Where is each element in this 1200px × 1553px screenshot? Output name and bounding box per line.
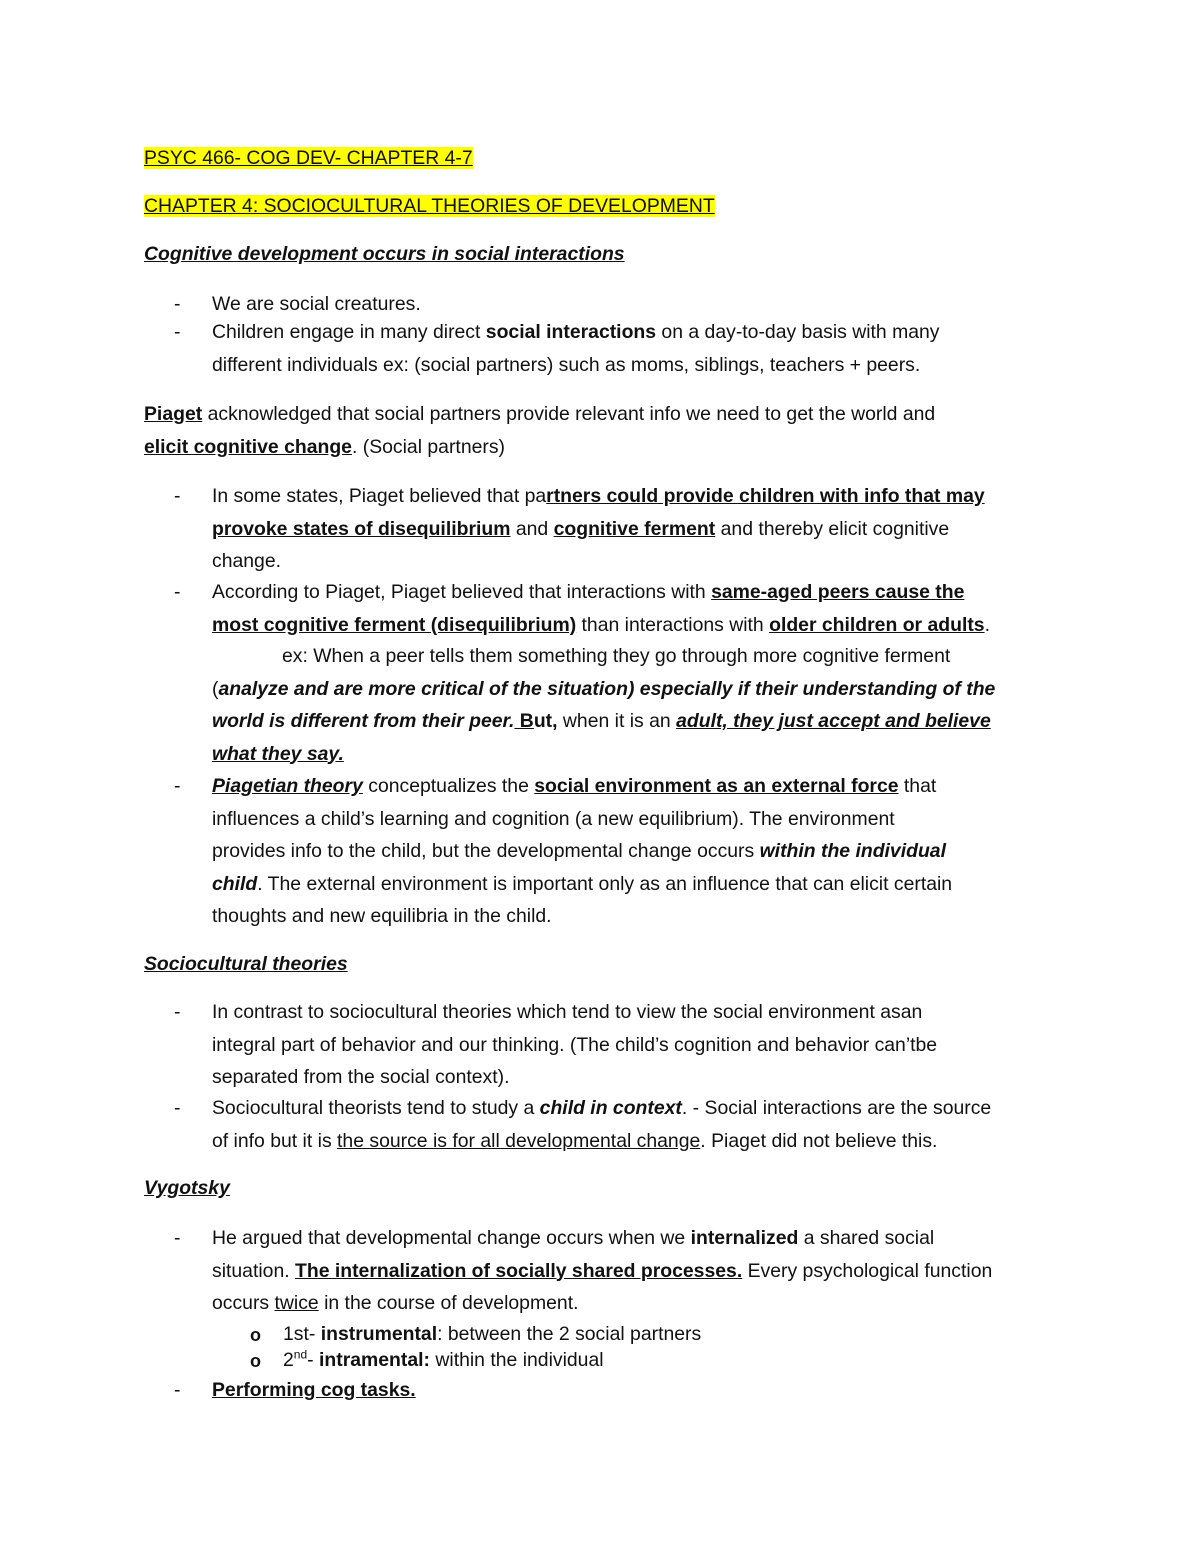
example-text: ex: When a peer tells them something they go through more cognitive ferment (analyze and are more critical of the situation) especially if their understanding of the world is different from their peer. But, when it is an adult, they just accept and believe what they say. — [212, 645, 996, 765]
list-bullet: - — [174, 321, 181, 343]
list-item: According to Piaget, Piaget believed that interactions with same-aged peers cause the most cognitive ferment (disequilibrium) than interactions with older children or adults. — [212, 581, 990, 636]
list-bullet: - — [174, 1227, 181, 1249]
list-item: In some states, Piaget believed that partners could provide children with info that may provoke states of disequilibrium and cognitive ferment and thereby elicit cognitive change. — [212, 485, 985, 572]
document-title: PSYC 466- COG DEV- CHAPTER 4-7 — [144, 147, 473, 169]
list-item: We are social creatures. — [212, 293, 421, 315]
sub-list-item: 2nd- intramental: within the individual — [283, 1347, 604, 1371]
list-bullet: - — [174, 1001, 181, 1023]
list-bullet: - — [174, 293, 181, 315]
section-heading-vygotsky: Vygotsky — [144, 1177, 230, 1199]
list-bullet: - — [174, 485, 181, 507]
sub-bullet-icon: o — [250, 1351, 261, 1371]
list-bullet: - — [174, 1379, 181, 1401]
list-bullet: - — [174, 1097, 181, 1119]
sub-list-item: 1st- instrumental: between the 2 social partners — [283, 1323, 702, 1345]
list-item: Performing cog tasks. — [212, 1379, 416, 1401]
list-bullet: - — [174, 775, 181, 797]
list-bullet: - — [174, 581, 181, 603]
paragraph-piaget: Piaget acknowledged that social partners provide relevant info we need to get the world and elicit cognitive change. (Social partners) — [144, 403, 936, 458]
list-item: Sociocultural theorists tend to study a child in context. - Social interactions are the source of info but it is the source is for all developmental change. Piaget did not believe this. — [212, 1097, 992, 1152]
list-item: Children engage in many direct social interactions on a day-to-day basis with many different individuals ex: (social partners) such as moms, siblings, teachers + peers. — [212, 321, 940, 376]
sub-bullet-icon: o — [250, 1325, 261, 1345]
chapter-heading: CHAPTER 4: SOCIOCULTURAL THEORIES OF DEVELOPMENT — [144, 195, 715, 217]
list-item: He argued that developmental change occurs when we internalized a shared social situation. The internalization of socially shared processes. Every psychological function occurs twice in the course of development. — [212, 1227, 993, 1314]
list-item: In contrast to sociocultural theories which tend to view the social environment asan integral part of behavior and our thinking. (The child’s cognition and behavior can’tbe separated from the social context). — [212, 1001, 938, 1088]
section-heading-sociocultural-theories: Sociocultural theories — [144, 953, 348, 975]
section-heading-social-interactions: Cognitive development occurs in social interactions — [144, 243, 625, 265]
list-item: Piagetian theory conceptualizes the social environment as an external force that influences a child’s learning and cognition (a new equilibrium). The environment provides info to the child, but the developmental change occurs within the individual child. The external environment is important only as an influence that can elicit certain thoughts and new equilibria in the child. — [212, 775, 953, 927]
